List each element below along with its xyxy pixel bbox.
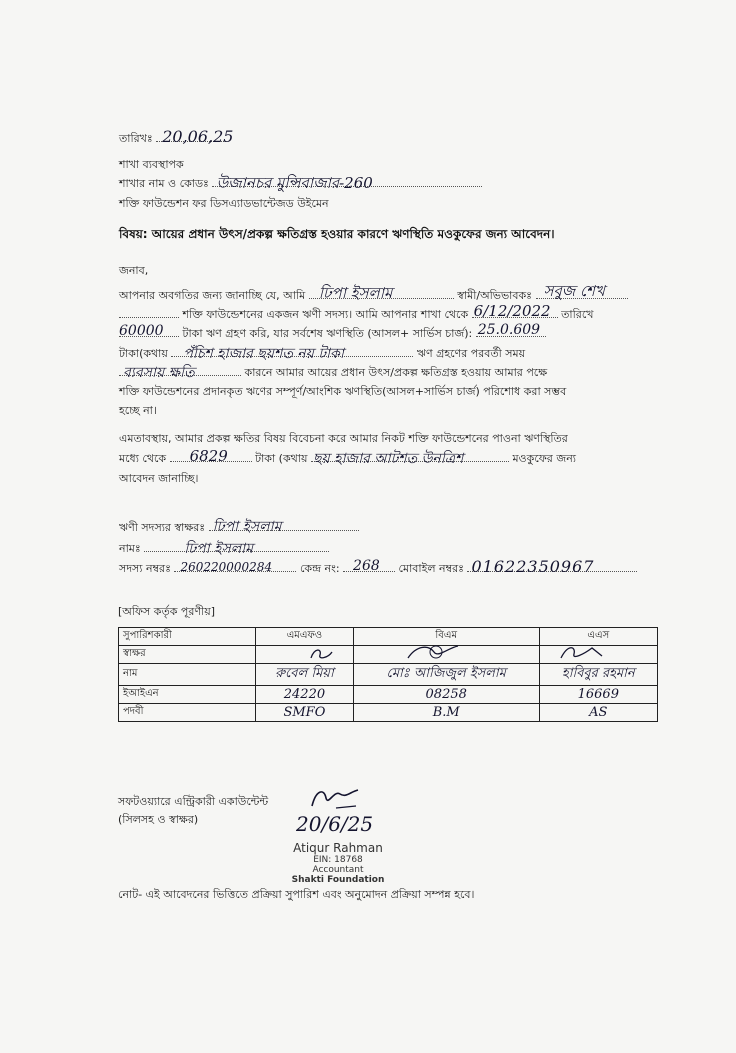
- row-label-name: নাম: [119, 664, 256, 686]
- salutation: জনাব,: [119, 264, 149, 277]
- member-signature: ঢিপা ইসলাম: [212, 519, 282, 535]
- para2-text: মওকুফের জন্য: [512, 452, 576, 465]
- member-name: ঢিপা ইসলাম: [184, 541, 253, 557]
- para2-text: মধ্যে থেকে: [119, 452, 167, 465]
- subject-line: [119, 226, 555, 246]
- para1-text: টাকা(কথায়: [119, 347, 168, 360]
- mfo-ein: 24220: [256, 686, 354, 704]
- table-row-name: [119, 664, 658, 686]
- para2-line2: [119, 447, 576, 469]
- para1-line6: শক্তি ফাউন্ডেশনের প্রদানকৃত ঋণের সম্পূর্ণ/আংশিক ঋণস্থিতি(আসল+সার্ভিস চার্জ) পরিশোধ করা সম্ভব: [119, 385, 567, 398]
- para1-text: তারিখে: [561, 308, 594, 321]
- header-recommender: সুপারিশকারী: [119, 628, 256, 646]
- table-row-ein: [119, 686, 658, 704]
- stamp-ein: EIN: 18768: [313, 855, 363, 865]
- guardian-name: সবুজ শেখ: [543, 282, 605, 300]
- para1-line1: [119, 282, 628, 306]
- accountant-stamp: [268, 841, 408, 885]
- as-signature: [539, 646, 657, 664]
- member-number-row: [119, 557, 637, 579]
- mfo-designation: SMFO: [256, 704, 354, 722]
- mobile-number: 01622350967: [471, 557, 595, 576]
- header-as: এএস: [539, 628, 657, 646]
- row-label-ein: ইআইএন: [119, 686, 256, 704]
- para1-text: ঋণ গ্রহণের পরবর্তী সময়: [416, 347, 526, 360]
- para2-line3: আবেদন জানাচ্ছি।: [119, 472, 199, 485]
- loan-amount: 60000: [119, 323, 164, 339]
- para1-line5: [119, 364, 547, 383]
- accountant-sub: (সিলসহ ও স্বাক্ষর): [118, 813, 199, 826]
- branch-value: উজানচর মুন্সিবাজার-260: [216, 174, 373, 192]
- amount-in-words: পঁচিশ হাজার ছয়শত নয় টাকা: [183, 346, 344, 362]
- para1-text: কারনে আমার আয়ের প্রধান উৎস/প্রকল্প ক্ষতিগ্রস্ত হওয়ায় আমার পক্ষে: [244, 366, 548, 379]
- stamp-title: Accountant: [312, 865, 364, 875]
- mfo-name: রুবেল মিয়া: [256, 664, 354, 686]
- as-designation: AS: [539, 704, 657, 722]
- bm-name: মোঃ আজিজুল ইসলাম: [353, 664, 539, 686]
- date-value: 20,06,25: [162, 127, 234, 146]
- row-label-designation: পদবী: [119, 704, 256, 722]
- branch-manager: শাখা ব্যবস্থাপক: [119, 158, 184, 171]
- table-header-row: [119, 628, 658, 646]
- header-bm: বিএম: [353, 628, 539, 646]
- recommendation-table: [118, 627, 658, 722]
- para1-line7: হচ্ছে না।: [119, 404, 157, 417]
- center-code-label: কেন্দ্র নং:: [299, 562, 340, 575]
- table-row-designation: [119, 704, 658, 722]
- stamp-name: Atiqur Rahman: [293, 841, 383, 855]
- as-name: হাবিবুর রহমান: [539, 664, 657, 686]
- date-row: [119, 127, 234, 149]
- date-label: তারিখঃ: [119, 132, 153, 145]
- loss-cause: ব্যবসায় ক্ষতি: [123, 365, 195, 381]
- mobile-label: মোবাইল নম্বরঃ: [398, 562, 464, 575]
- branch-row: [119, 175, 482, 194]
- waiver-words: ছয় হাজার আটশত উনত্রিশ: [312, 451, 464, 467]
- applicant-name: ঢিপা ইসলাম: [318, 284, 393, 302]
- member-number: 260220000284: [180, 560, 273, 574]
- para2-text: টাকা (কথায়: [255, 452, 308, 465]
- center-code: 268: [353, 558, 380, 574]
- member-no-label: সদস্য নম্বরঃ: [119, 562, 171, 575]
- mfo-signature: [256, 646, 354, 664]
- office-note: [অফিস কর্তৃক পূরণীয়]: [118, 605, 215, 618]
- table-row-signature: [119, 646, 658, 664]
- bm-designation: B.M: [353, 704, 539, 722]
- accountant-label: সফটওয়্যারে এন্ট্রিকারী একাউন্টেন্ট: [118, 795, 269, 808]
- member-signature-label: ঋণী সদস্যর স্বাক্ষরঃ: [119, 521, 206, 534]
- as-ein: 16669: [539, 686, 657, 704]
- stamp-org: Shakti Foundation: [291, 875, 385, 885]
- para1-text: শক্তি ফাউন্ডেশনের একজন ঋণী সদস্য। আমি আপনার শাখা থেকে: [182, 308, 469, 321]
- member-name-row: [119, 540, 329, 559]
- footer-note: নোট- এই আবেদনের ভিত্তিতে প্রক্রিয়া সুপারিশ এবং অনুমোদন প্রক্রিয়া সম্পন্ন হবে।: [118, 888, 475, 901]
- branch-label: শাখার নাম ও কোডঃ: [119, 177, 209, 190]
- accountant-signature: [306, 784, 366, 814]
- row-label-signature: স্বাক্ষর: [119, 646, 256, 664]
- accountant-sign-date: 20/6/25: [296, 812, 374, 836]
- bm-ein: 08258: [353, 686, 539, 704]
- subject-text: আয়ের প্রধান উৎস/প্রকল্প ক্ষতিগ্রস্ত হওয়ার কারণে ঋণস্থিতি মওকুফের জন্য আবেদন।: [151, 227, 555, 241]
- guardian-label: স্বামী/অভিভাবকঃ: [457, 289, 533, 302]
- org-name: শক্তি ফাউন্ডেশন ফর ডিসএ্যাডভান্টেজড উইমেন: [119, 197, 329, 210]
- loan-date: 6/12/2022: [473, 302, 551, 320]
- member-signature-row: [119, 519, 359, 538]
- member-name-label: নামঃ: [119, 542, 141, 555]
- para1-text: টাকা ঋণ গ্রহণ করি, যার সর্বশেষ ঋণস্থিতি (আসল+ সার্ভিস চার্জ):: [182, 327, 473, 340]
- waiver-amount: 6829: [189, 447, 228, 465]
- bm-signature: [353, 646, 539, 664]
- loan-balance: 25.0.609: [477, 322, 541, 338]
- para2-line1: এমতাবস্থায়, আমার প্রকল্প ক্ষতির বিষয় বিবেচনা করে আমার নিকট শক্তি ফাউন্ডেশনের পাওনা ঋণস্থিতির: [119, 432, 568, 445]
- subject-label: বিষয়:: [119, 227, 148, 241]
- header-mfo: এমএফও: [256, 628, 354, 646]
- para1-text: আপনার অবগতির জন্য জানাচ্ছি যে, আমি: [119, 289, 306, 302]
